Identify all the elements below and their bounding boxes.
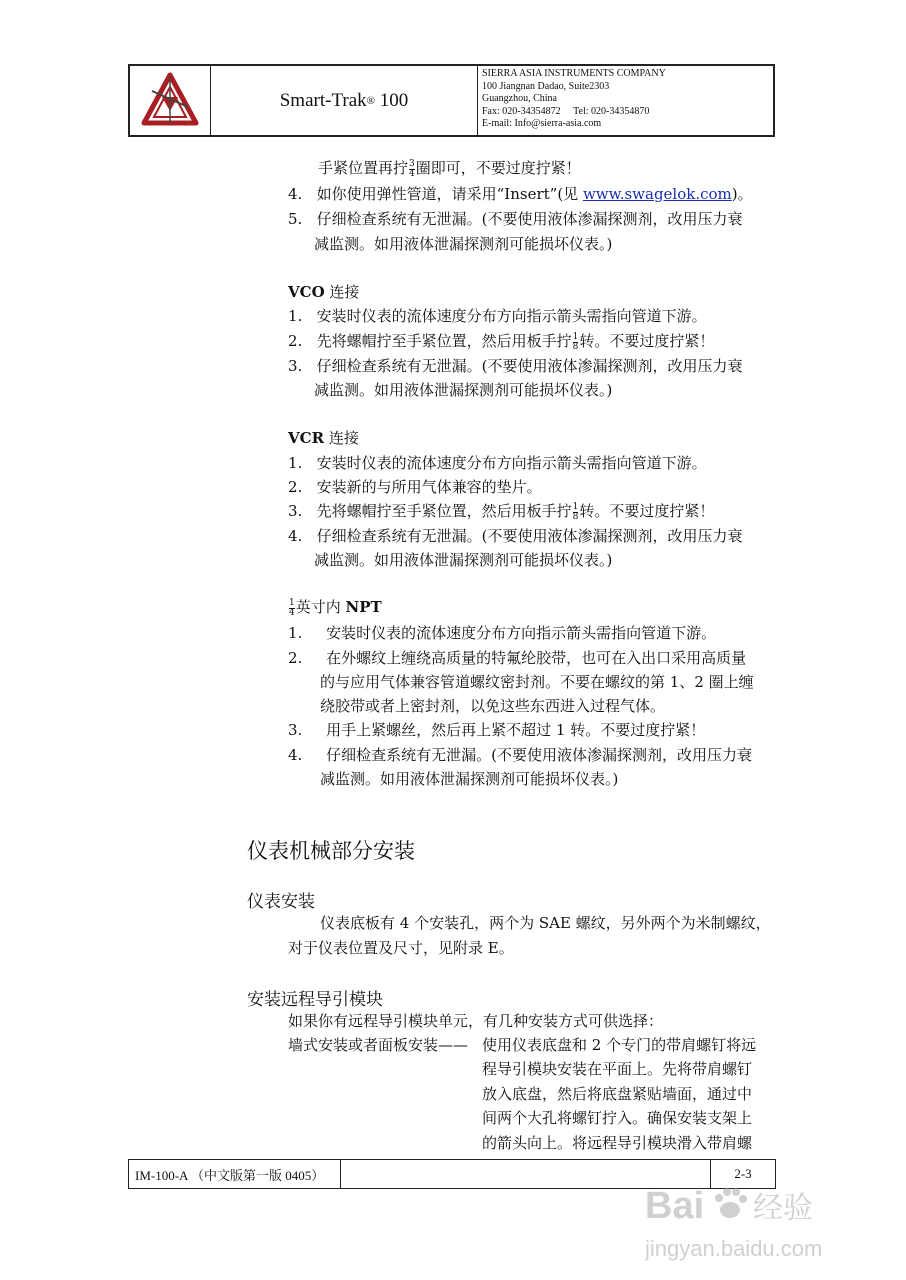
fraction-numerator: 1	[289, 597, 295, 608]
item-text-cont: 减监测。如用液体泄漏探测剂可能损坏仪表。)	[320, 770, 619, 788]
paragraph-line: 仪表底板有 4 个安装孔，两个为 SAE 螺纹，另外两个为米制螺纹，	[320, 914, 771, 932]
fraction-numerator: 3	[409, 158, 415, 169]
section-title-npt	[288, 597, 382, 618]
company-logo	[130, 66, 211, 135]
list-item	[288, 477, 542, 497]
title-bold: VCR	[288, 429, 325, 447]
company-phone-line	[482, 106, 773, 119]
baidu-watermark-icon	[645, 1168, 885, 1268]
item-text: 仔细检查系统有无泄漏。(不要使用液体渗漏探测剂，改用压力衰	[316, 357, 743, 375]
item-text: 如你使用弹性管道，请采用“Insert”(见	[316, 185, 583, 203]
fraction-denominator: 4	[409, 168, 415, 179]
list-item	[288, 623, 716, 643]
item-text: 用手上紧螺丝，然后再上紧不超过 1 转。不要过度拧紧！	[326, 721, 706, 739]
company-fax: Fax: 020-34354872	[482, 105, 561, 117]
list-item	[288, 306, 707, 326]
item-number: 3.	[288, 721, 303, 739]
item-number: 1.	[288, 454, 303, 472]
list-item	[288, 648, 746, 668]
paragraph-line: 如果你有远程导引模块单元，有几种安装方式可供选择：	[288, 1012, 664, 1030]
list-item	[288, 501, 714, 522]
item-number: 1.	[288, 307, 303, 325]
list-item	[288, 356, 742, 376]
item-text: 仔细检查系统有无泄漏。(不要使用液体渗漏探测剂，改用压力衰	[326, 746, 753, 764]
item-text: 转。不要过度拧紧！	[579, 502, 715, 520]
subsection-heading: 仪表安装	[247, 892, 315, 912]
fraction	[573, 333, 579, 352]
paragraph-line: 使用仪表底盘和 2 个专门的带肩螺钉将远	[482, 1036, 757, 1054]
item-text: 先将螺帽拧至手紧位置，然后用板手拧	[316, 502, 572, 520]
subsection-heading: 安装远程导引模块	[247, 990, 383, 1010]
item-text: 先将螺帽拧至手紧位置，然后用板手拧	[316, 332, 572, 350]
fraction	[289, 599, 295, 618]
paragraph-line: 的箭头向上。将远程导引模块滑入带肩螺	[482, 1134, 753, 1152]
item-number: 3.	[288, 357, 303, 375]
item-number: 2.	[288, 478, 303, 496]
title-bold: VCO	[288, 283, 325, 301]
company-tel: Tel: 020-34354870	[573, 105, 650, 117]
list-item	[288, 209, 742, 229]
watermark-brand-cn: 经验	[753, 1191, 813, 1226]
company-name: SIERRA ASIA INSTRUMENTS COMPANY	[482, 68, 666, 79]
fraction-numerator: 1	[572, 331, 579, 342]
list-item	[288, 453, 707, 473]
paragraph-line: 对于仪表位置及尺寸，见附录 E。	[288, 939, 514, 957]
section-title-vco	[288, 282, 359, 302]
fraction-denominator: 8	[572, 511, 579, 522]
watermark-brand: Bai	[645, 1185, 705, 1227]
section-heading: 仪表机械部分安装	[247, 839, 415, 863]
sierra-logo-icon	[140, 71, 200, 131]
item-number: 2.	[288, 332, 303, 350]
fraction-denominator: 4	[289, 607, 295, 618]
item-number: 4.	[288, 527, 303, 545]
item-text: 在外螺纹上缠绕高质量的特氟纶胶带，也可在入出口采用高质量	[326, 649, 747, 667]
paragraph-line: 放入底盘，然后将底盘紧贴墙面，通过中	[482, 1085, 753, 1103]
section-title-vcr	[288, 428, 359, 448]
page-header	[128, 64, 775, 137]
item-text-cont: 绕胶带或者上密封剂，以免这些东西进入过程气体。	[320, 697, 666, 715]
list-item	[288, 331, 714, 352]
item-number: 3.	[288, 502, 303, 520]
continued-line	[318, 158, 581, 179]
company-address: 100 Jiangnan Dadao, Suite2303	[482, 80, 610, 92]
item-number: 2.	[288, 649, 303, 667]
title-text: 英寸内	[295, 598, 346, 616]
item-number: 4.	[288, 746, 303, 764]
company-info	[478, 66, 773, 135]
product-name	[211, 66, 478, 135]
list-item	[288, 526, 742, 546]
title-bold: NPT	[345, 598, 382, 616]
title-text: 连接	[324, 283, 360, 301]
text: 手紧位置再拧	[318, 159, 409, 177]
list-item	[288, 720, 705, 740]
fraction	[573, 503, 579, 522]
paragraph-line: 间两个大孔将螺钉拧入。确保安装支架上	[482, 1109, 753, 1127]
fraction-denominator: 8	[572, 341, 579, 352]
company-city: Guangzhou, China	[482, 93, 557, 105]
mount-option-label: 墙式安装或者面板安装——	[288, 1036, 469, 1054]
product-title: Smart-Trak	[279, 89, 367, 111]
document-id: IM-100-A （中文版第一版 0405）	[129, 1160, 341, 1188]
paw-icon	[715, 1188, 747, 1218]
item-text: 安装时仪表的流体速度分布方向指示箭头需指向管道下游。	[316, 307, 707, 325]
swagelok-link[interactable]: www.swagelok.com	[582, 185, 732, 203]
item-text-cont: 减监测。如用液体泄漏探测剂可能损坏仪表。)	[314, 551, 613, 569]
baidu-watermark	[645, 1168, 885, 1268]
item-number: 1.	[288, 624, 303, 642]
item-text: 安装时仪表的流体速度分布方向指示箭头需指向管道下游。	[316, 454, 707, 472]
item-text-cont: 的与应用气体兼容管道螺纹密封剂。不要在螺纹的第 1、2 圈上缠	[320, 673, 754, 691]
page-number: 2-3	[734, 1166, 752, 1181]
item-text-cont: 减监测。如用液体泄漏探测剂可能损坏仪表。)	[314, 381, 613, 399]
item-text: 仔细检查系统有无泄漏。(不要使用液体渗漏探测剂，改用压力衰	[316, 210, 743, 228]
item-number: 5.	[288, 210, 303, 228]
item-text: 安装新的与所用气体兼容的垫片。	[316, 478, 542, 496]
product-model: 100	[379, 89, 409, 111]
item-text: )。	[731, 185, 753, 203]
title-text: 连接	[324, 429, 359, 447]
fraction	[409, 160, 415, 179]
item-text: 仔细检查系统有无泄漏。(不要使用液体渗漏探测剂，改用压力衰	[316, 527, 743, 545]
registered-mark: ®	[366, 94, 376, 107]
list-item	[288, 184, 753, 204]
fraction-numerator: 1	[572, 501, 579, 512]
company-email: E-mail: Info@sierra-asia.com	[482, 118, 602, 130]
paragraph-line: 程导引模块安装在平面上。先将带肩螺钉	[482, 1060, 753, 1078]
item-text-cont: 减监测。如用液体泄漏探测剂可能损坏仪表。)	[314, 235, 613, 253]
list-item	[288, 745, 752, 765]
item-text: 转。不要过度拧紧！	[579, 332, 715, 350]
watermark-url: jingyan.baidu.com	[645, 1236, 823, 1261]
item-text: 安装时仪表的流体速度分布方向指示箭头需指向管道下游。	[326, 624, 717, 642]
text: 圈即可，不要过度拧紧！	[415, 159, 581, 177]
item-number: 4.	[288, 185, 303, 203]
